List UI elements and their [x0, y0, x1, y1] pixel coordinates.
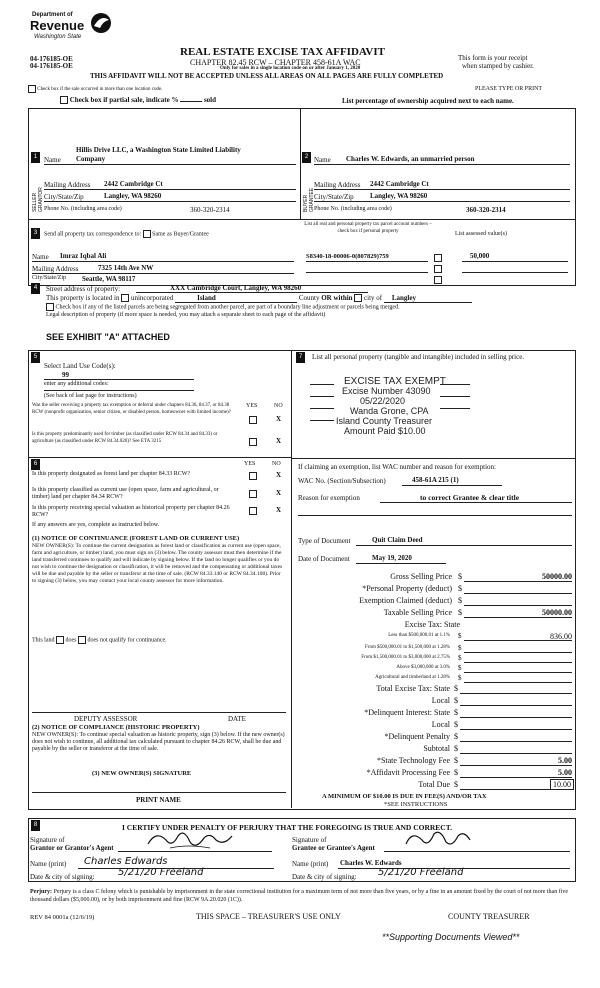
revenue-logo	[30, 12, 120, 48]
seller-city: Langley, WA 98260	[104, 192, 162, 200]
segregated-row	[46, 303, 400, 311]
s6-q1: Is this property designated as forest land per chapter 84.33 RCW?	[32, 471, 191, 477]
s6-q3-yes[interactable]	[249, 507, 257, 515]
this-land-row	[32, 636, 167, 644]
buyer-name: Charles W. Edwards, an unmarried person	[346, 155, 475, 163]
s5-q1-no-x: X	[276, 415, 282, 423]
seller-name-label: Name	[44, 156, 61, 164]
parcel-header: List all real and personal property tax parcel account numbers – check box if personal property	[304, 222, 432, 234]
tier4-label: Above $3,000,000 at 3.0%	[396, 665, 450, 670]
deputy-date: DATE	[228, 715, 246, 723]
city-of-text: city of	[364, 294, 383, 302]
total-due-value: 10.00	[550, 779, 574, 790]
grantor-name: Charles Edwards	[84, 856, 168, 867]
same-as-buyer-checkbox[interactable]	[143, 230, 151, 238]
does-text: does	[65, 637, 77, 644]
s6-q2-no-x: X	[276, 489, 282, 497]
total-due-dollar: $	[454, 780, 458, 789]
id1: 04-176185-OE	[30, 55, 73, 63]
delinq-state-label: *Delinquent Interest: State	[364, 708, 450, 717]
dept-line1: Department of	[32, 12, 73, 18]
sold-text: sold	[203, 96, 217, 104]
taxable-dollar: $	[458, 608, 462, 617]
personal-property: List all personal property (tangible and intangible) included in selling price.	[312, 353, 525, 361]
taxable-value: 50000.00	[542, 608, 572, 617]
perjury-text: Perjury is a class C felony which is punishable by imprisonment in the state correctional institution for a maximum term of not more than five years, or by a fine in an amount fixed by the court of not more than five thousand dollars ($5,000.00), or by both imprisonment and fine (RCW 9A.20.020 (1C)).	[30, 889, 569, 903]
doc-date-label: Date of Document	[298, 555, 350, 563]
tier1-dollar: $	[458, 632, 462, 640]
grantee-date-label: Date & city of signing:	[292, 873, 357, 881]
tech-fee-label: *State Technology Fee	[376, 756, 450, 765]
legal-desc: Legal description of property (if more space is needed, you may attach a separate sheet to each page of the affidavit)	[46, 312, 326, 318]
seller-mail-label: Mailing Address	[44, 181, 91, 189]
delinq-penalty-dollar: $	[454, 732, 458, 741]
grantee-name: Charles W. Edwards	[340, 859, 402, 867]
tier2-label: From $500,000.01 to $1,500,000 at 1.28%	[365, 645, 450, 650]
or-within: OR within	[321, 294, 353, 302]
check-more-text: Check box if the sale occurred in more than one location code.	[37, 87, 163, 93]
id2: 04-176185-OE	[30, 62, 73, 70]
local-dollar: $	[454, 696, 458, 705]
section-5-number: 5	[31, 352, 40, 363]
exemption-label: Exemption Claimed (deduct)	[359, 596, 452, 605]
additional-codes: enter any additional codes:	[44, 381, 109, 387]
s5-q2-no-x: X	[276, 437, 282, 445]
city-of-checkbox[interactable]	[354, 294, 362, 302]
stamp-line-5: Island County Treasurer	[336, 416, 433, 426]
tier5-label: Agricultural and timberland at 1.28%	[375, 675, 450, 680]
notice2-body: NEW OWNER(S): To continue special valuation as historic property, sign (3) below. If the new owner(s) does not wish to continue, all additional tax calculated pursuant to chapter 84.26 RCW, shall be due and payable by the seller or transferor at the time of sale.	[32, 732, 285, 752]
doc-date: May 19, 2020	[372, 554, 412, 562]
certify: I CERTIFY UNDER PENALTY OF PERJURY THAT THE FOREGOING IS TRUE AND CORRECT.	[122, 823, 453, 832]
section-8-number: 8	[31, 820, 40, 831]
correspondence-label: Send all property tax correspondence to:	[44, 231, 142, 238]
section-6-number: 6	[31, 459, 40, 470]
tech-fee-value: 5.00	[558, 756, 572, 765]
county-treasurer: COUNTY TREASURER	[448, 912, 530, 921]
parcel-personal-checkbox-3[interactable]	[434, 276, 442, 284]
s5-no: NO	[274, 403, 283, 409]
subtotal-dollar: $	[454, 744, 458, 753]
subtotal-label: Subtotal	[423, 744, 450, 753]
dept-line3: Washington State	[34, 34, 82, 40]
located-row	[46, 294, 472, 303]
buyer-city-label: City/State/Zip	[314, 193, 354, 201]
does-checkbox[interactable]	[56, 636, 64, 644]
tech-fee-dollar: $	[454, 756, 458, 765]
stamp-line-1: EXCISE TAX EXEMPT	[344, 376, 446, 387]
notice2-title: (2) NOTICE OF COMPLIANCE (HISTORIC PROPERTY)	[32, 724, 200, 731]
located-text: This property is located in	[46, 294, 120, 302]
sig-label-4: Grantee or Grantee's Agent	[292, 844, 375, 852]
tier3-label: From $1,500,000.01 to $3,000,000 at 2.75%	[361, 655, 450, 660]
exemption-dollar: $	[458, 596, 462, 605]
wac-value: 458-61A 215 (1)	[412, 476, 459, 484]
taxable-label: Taxable Selling Price	[383, 608, 452, 617]
seller-mail: 2442 Cambridge Ct	[104, 180, 163, 188]
grantee-date: 5/21/20 Freeland	[378, 867, 464, 878]
warning: THIS AFFIDAVIT WILL NOT BE ACCEPTED UNLESS ALL AREAS ON ALL PAGES ARE FULLY COMPLETED	[90, 72, 444, 80]
section-4-number: 4	[31, 283, 40, 294]
personal-dollar: $	[458, 584, 462, 593]
see-back: (See back of last page for instructions)	[44, 393, 137, 399]
sig-label-2: Grantor or Grantor's Agent	[30, 844, 114, 852]
gross-label: Gross Selling Price	[390, 572, 452, 581]
local2-dollar: $	[454, 720, 458, 729]
see-instructions: *SEE INSTRUCTIONS	[384, 801, 448, 808]
county-value: Island	[175, 294, 297, 303]
local-label: Local	[431, 696, 450, 705]
segregated-checkbox[interactable]	[46, 303, 54, 311]
tier4-dollar: $	[458, 664, 462, 672]
buyer-phone: 360-320-2314	[466, 206, 506, 214]
corr-city: Seattle, WA 98117	[82, 275, 136, 283]
parcel-number: S8340-18-00006-0(807829)759	[306, 253, 389, 260]
tier3-dollar: $	[458, 654, 462, 662]
receipt2: when stamped by cashier.	[462, 62, 534, 70]
print-name: PRINT NAME	[136, 796, 181, 804]
s5-q1: Was the seller receiving a property tax exemption or deferral under chapters 84.36, 84.37, or 84.38 RCW (nonprofit organization, senior citizen, or disabled person, homeowner with limited income)?	[32, 403, 231, 415]
stamp-line-3: 05/22/2020	[360, 396, 406, 406]
proc-fee-value: 5.00	[558, 768, 572, 777]
corr-name-label: Name	[32, 253, 49, 261]
buyer-phone-label: Phone No. (including area code)	[314, 206, 392, 212]
section-2-number: 2	[302, 152, 311, 163]
s6-q3: Is this property receiving special valuation as historical property per chapter 84.26 RCW?	[32, 505, 230, 518]
seller-phone-label: Phone No. (including area code)	[44, 206, 122, 212]
s6-q1-no-x: X	[276, 471, 282, 479]
reason-label: Reason for exemption	[298, 494, 360, 502]
does-not-checkbox[interactable]	[78, 636, 86, 644]
only-for: Only for sales in a single location code on or after January 1, 2020	[220, 66, 361, 71]
assessed-header: List assessed value(s)	[455, 231, 507, 237]
buyer-side-label: BUYER GRANTEE	[303, 187, 315, 212]
excise-state-label: Excise Tax: State	[404, 620, 460, 629]
buyer-mail-label: Mailing Address	[314, 181, 361, 189]
please-type: PLEASE TYPE OR PRINT	[475, 86, 543, 92]
corr-name: Imraz Iqbal Ali	[60, 252, 107, 260]
partial-text: Check box if partial sale, indicate %	[69, 96, 179, 104]
grantor-date-label: Date & city of signing:	[30, 873, 95, 881]
total-state-label: Total Excise Tax: State	[376, 684, 450, 693]
partial-row	[60, 96, 216, 104]
tier1-label: Less than $500,000.01 at 1.1%	[388, 633, 450, 638]
parcel-personal-checkbox-2[interactable]	[434, 265, 442, 273]
grantor-date: 5/21/20 Freeland	[118, 867, 204, 878]
treasurer-space: THIS SPACE – TREASURER'S USE ONLY	[196, 912, 341, 921]
rev-number: REV 84 0001a (12/6/19)	[30, 914, 95, 921]
s5-yes: YES	[246, 403, 258, 409]
corr-city-label: City/State/Zip	[32, 275, 66, 281]
county-word: County	[298, 294, 320, 302]
parcel-personal-checkbox-1[interactable]	[434, 254, 442, 262]
notice1-body: NEW OWNER(S): To continue the current designation as forest land or classification as current use (open space, farm and agriculture, or timber) land, you must sign on (3) below. The county assessor must then determine if the land transferred continues to qualify and will indicate by signing below. If the land no longer qualifies or you do not wish to continue the designation or classification, it will be removed and the compensating or additional taxes will be due and payable by the seller or transferor at the time of sale. (RCW 84.33.140 or RCW 84.34.108). Prior to signing (3) below, you may contact your local county assessor for more information.	[32, 543, 283, 584]
stamp-line-6: Amount Paid $10.00	[344, 426, 426, 436]
correspondence-row	[44, 230, 209, 238]
s6-q1-yes[interactable]	[249, 472, 257, 480]
form-title: REAL ESTATE EXCISE TAX AFFIDAVIT	[180, 46, 385, 58]
list-pct: List percentage of ownership acquired next to each name.	[342, 97, 514, 105]
s6-q2-yes[interactable]	[249, 490, 257, 498]
tier5-dollar: $	[458, 674, 462, 682]
grantee-name-label: Name (print)	[292, 860, 329, 868]
deputy-assessor: DEPUTY ASSESSOR	[74, 715, 138, 723]
proc-fee-label: *Affidavit Processing Fee	[366, 768, 450, 777]
s5-q1-yes[interactable]	[249, 416, 257, 424]
perjury-label: Perjury:	[30, 889, 52, 895]
delinq-penalty-label: *Delinquent Penalty	[384, 732, 450, 741]
local2-label: Local	[431, 720, 450, 729]
street-label: Street address of property:	[46, 285, 121, 293]
s6-no: NO	[272, 461, 281, 467]
seller-name-line2: Company	[76, 155, 106, 163]
total-due-label: Total Due	[418, 780, 450, 789]
assessed-value: 50,000	[470, 252, 490, 260]
claim-exemption: If claiming an exemption, list WAC number and reason for exemption:	[298, 463, 496, 471]
section-3-number: 3	[31, 228, 40, 239]
multi-location-checkbox[interactable]	[28, 85, 36, 93]
grantor-signature-image	[140, 828, 240, 852]
unincorporated-text: unincorporated	[130, 294, 174, 302]
wac-label: WAC No. (Section/Subsection)	[298, 477, 386, 485]
delinq-state-dollar: $	[454, 708, 458, 717]
segregated-text: Check box if any of the listed parcels are being segregated from another parcel, are part of a boundary line adjustment or parcels being merged.	[55, 304, 400, 311]
section-1-number: 1	[31, 152, 40, 163]
check-more-row	[28, 85, 162, 93]
grantee-signature-image	[400, 826, 480, 852]
dept-line2: Revenue	[30, 18, 85, 33]
notice1-title: (1) NOTICE OF CONTINUANCE (FOREST LAND OR CURRENT USE)	[32, 535, 240, 542]
grantor-name-label: Name (print)	[30, 860, 67, 868]
land-use-code: 99	[62, 371, 69, 379]
washington-logo-icon	[88, 12, 114, 34]
minimum-due: A MINIMUM OF $10.00 IS DUE IN FEE(S) AND/OR TAX	[322, 793, 487, 800]
this-land-text: This land	[32, 637, 55, 644]
if-yes: If any answers are yes, complete as instructed below.	[32, 522, 160, 528]
form-subtitle: CHAPTER 82.45 RCW – CHAPTER 458-61A WAC	[190, 58, 361, 67]
buyer-mail: 2442 Cambridge Ct	[370, 180, 429, 188]
s6-yes: YES	[244, 461, 256, 467]
gross-dollar: $	[458, 572, 462, 581]
s5-q2-yes[interactable]	[249, 438, 257, 446]
same-as-buyer-text: Same as Buyer/Grantee	[152, 231, 209, 238]
reason-value: to correct Grantee & clear title	[420, 493, 520, 502]
does-not-text: does not qualify for continuance.	[87, 637, 167, 644]
supporting-docs: **Supporting Documents Viewed**	[382, 932, 520, 942]
personal-label: *Personal Property (deduct)	[362, 584, 452, 593]
stamp-line-2: Excise Number 43090	[342, 386, 431, 396]
perjury	[30, 889, 574, 904]
tier1-value: 836.00	[550, 632, 572, 641]
gross-value: 50000.00	[542, 572, 572, 581]
buyer-name-label: Name	[314, 156, 331, 164]
corr-mail: 7325 14th Ave NW	[98, 264, 154, 272]
unincorporated-checkbox[interactable]	[121, 294, 129, 302]
doc-type: Quit Claim Deed	[372, 536, 423, 544]
buyer-city: Langley, WA 98260	[370, 192, 428, 200]
seller-city-label: City/State/Zip	[44, 193, 84, 201]
city-value: Langley	[384, 294, 472, 303]
sig-label-3: Signature of	[292, 836, 327, 844]
new-owner-signature: (3) NEW OWNER(S) SIGNATURE	[92, 770, 192, 777]
s6-q2: Is this property classified as current use (open space, farm and agricultural, or timber) land per chapter 84.34 RCW?	[32, 487, 219, 500]
s6-q3-no-x: X	[276, 506, 282, 514]
tier2-dollar: $	[458, 644, 462, 652]
exhibit-attached: SEE EXHIBIT "A" ATTACHED	[46, 332, 170, 342]
street-address: XXX Cambridge Court, Langley, WA 98260	[170, 284, 302, 292]
proc-fee-dollar: $	[454, 768, 458, 777]
s5-q2: Is this property predominantly used for timber (as classified under RCW 84.34 and 84.33) or agriculture (as classified under RCW 84.34.020)? See ETA 3215	[32, 432, 218, 444]
section-7-number: 7	[296, 352, 305, 363]
land-use-label: Select Land Use Code(s):	[44, 362, 116, 370]
seller-side-label: SELLER GRANTOR	[32, 187, 44, 212]
total-state-dollar: $	[454, 684, 458, 693]
corr-mail-label: Mailing Address	[32, 265, 79, 273]
stamp-line-4: Wanda Grone, CPA	[350, 406, 429, 416]
receipt1: This form is your receipt	[458, 54, 528, 62]
partial-sale-checkbox[interactable]	[60, 96, 68, 104]
seller-phone: 360-320-2314	[190, 206, 230, 214]
sig-label-1: Signature of	[30, 836, 65, 844]
doc-type-label: Type of Document	[298, 537, 351, 545]
seller-name-line1: Hillis Drive LLC, a Washington State Limited Liability	[76, 146, 241, 154]
